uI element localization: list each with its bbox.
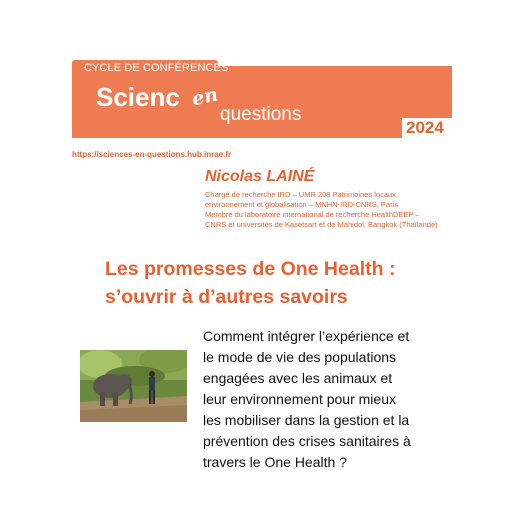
bio-line: Chargé de recherche IRD – UMR 208 Patrimoines locaux, [205, 190, 399, 199]
title-line: Les promesses de One Health : [105, 258, 396, 280]
cycle-label: CYCLE DE CONFÉRENCES [84, 62, 229, 74]
bio-line: CNRS et universités de Kasetsart et de Mahidol, Bangkok (Thaïlande) [205, 220, 438, 229]
speaker-bio [205, 190, 465, 230]
question-line: engagées avec les animaux et [203, 370, 393, 386]
speaker-name: Nicolas LAINÉ [205, 168, 315, 185]
question-line: le mode de vie des populations [203, 349, 397, 365]
elephant-photo [80, 350, 187, 422]
bio-line: Membre du laboratoire international de recherche HealthDEEP – [205, 210, 420, 219]
question-line: travers le One Health ? [203, 454, 347, 470]
question-line: Comment intégrer l’expérience et [203, 328, 410, 344]
year-label: 2024 [406, 118, 444, 137]
logo-sciences: Scienc [96, 82, 180, 112]
question-line: les mobiliser dans la gestion et la [203, 412, 410, 428]
logo-en: en [189, 83, 220, 111]
logo-questions: questions [220, 104, 302, 125]
title-line: s’ouvrir à d’autres savoirs [105, 286, 348, 308]
question-line: prévention des crises sanitaires à [203, 433, 411, 449]
talk-question [203, 326, 493, 473]
bio-line: environnement et globalisation – MNHN-IRD-CNRS, Paris [205, 200, 398, 209]
talk-title [105, 255, 395, 311]
question-line: leur environnement pour mieux [203, 391, 396, 407]
website-link[interactable]: https://sciences-en-questions.hub.inrae.fr [72, 150, 232, 159]
